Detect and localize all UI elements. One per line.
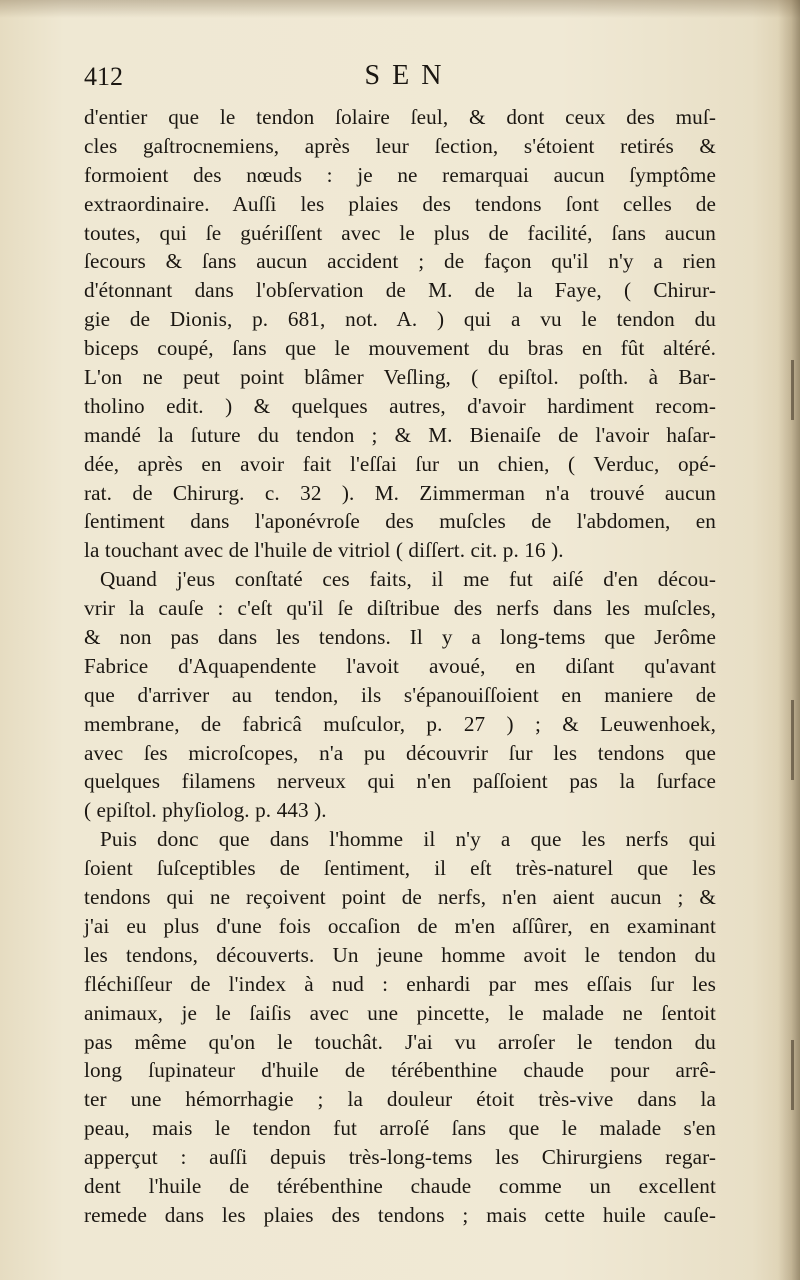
text-line: toutes, qui ſe guériſſent avec le plus de facilité, ſans aucun [84,220,716,245]
text-line: & non pas dans les tendons. Il y a long-tems que Jerôme [84,625,716,650]
text-line: ter une hémorrhagie ; la douleur étoit très-vive dans la [84,1087,716,1112]
text-line: d'entier que le tendon ſolaire ſeul, & dont ceux des muſ- [84,105,716,129]
page-top-shadow [0,0,800,18]
page-gutter-shadow [778,0,800,1280]
page-header [84,62,724,98]
text-line: formoient des nœuds : je ne remarquai aucun ſymptôme [84,162,716,187]
text-line: dée, après en avoir fait l'eſſai ſur un chien, ( Verduc, opé- [84,451,716,476]
text-line: Quand j'eus conſtaté ces faits, il me fut aiſé d'en décou- [100,567,716,592]
running-head: SEN [364,60,454,91]
text-line: vrir la cauſe : c'eſt qu'il ſe diſtribue des nerfs dans les muſcles, [84,596,716,621]
text-line: rat. de Chirurg. c. 32 ). M. Zimmerman n'a trouvé aucun [84,480,716,505]
text-line: peau, mais le tendon fut arroſé ſans que le malade s'en [84,1116,716,1141]
text-line: tendons qui ne reçoivent point de nerfs, n'en aient aucun ; & [84,885,716,910]
text-line: d'étonnant dans l'obſervation de M. de la Faye, ( Chirur- [84,278,716,303]
text-line: pas même qu'on le touchât. J'ai vu arroſer le tendon du [84,1029,716,1054]
text-line: les tendons, découverts. Un jeune homme avoit le tendon du [84,942,716,967]
text-line: avec ſes microſcopes, n'a pu découvrir ſur les tendons que [84,740,716,765]
text-line: mandé la ſuture du tendon ; & M. Bienaiſe de l'avoir haſar- [84,422,716,447]
text-line: extraordinaire. Auſſi les plaies des tendons ſont celles de [84,191,716,216]
text-line: j'ai eu plus d'une fois occaſion de m'en aſſûrer, en examinant [84,913,716,938]
text-line: dent l'huile de térébenthine chaude comme un excellent [84,1173,716,1198]
text-line: que d'arriver au tendon, ils s'épanouiſſoient en maniere de [84,682,716,707]
text-line: ſentiment dans l'aponévroſe des muſcles de l'abdomen, en [84,509,716,534]
body-text [84,103,716,1230]
text-line: la touchant avec de l'huile de vitriol ( diſſert. cit. p. 16 ). [84,538,564,563]
margin-mark [791,700,794,780]
text-line: L'on ne peut point blâmer Veſling, ( epiſtol. poſth. à Bar- [84,365,716,390]
text-line: fléchiſſeur de l'index à nud : enhardi par mes eſſais ſur les [84,971,716,996]
text-line: tholino edit. ) & quelques autres, d'avoir hardiment recom- [84,393,716,418]
margin-mark [791,360,794,420]
text-line: animaux, je le ſaiſis avec une pincette, le malade ne ſentoit [84,1000,716,1025]
text-line: biceps coupé, ſans que le mouvement du bras en fût altéré. [84,336,716,361]
text-line: apperçut : auſſi depuis très-long-tems les Chirurgiens regar- [84,1145,716,1170]
text-line: cles gaſtrocnemiens, après leur ſection, s'étoient retirés & [84,133,716,158]
text-line: long ſupinateur d'huile de térébenthine chaude pour arrê- [84,1058,716,1083]
text-line: remede dans les plaies des tendons ; mais cette huile cauſe- [84,1202,716,1227]
text-line: quelques filamens nerveux qui n'en paſſoient pas la ſurface [84,769,716,794]
text-line: membrane, de fabricâ muſculor, p. 27 ) ; & Leuwenhoek, [84,711,716,736]
text-line: Fabrice d'Aquapendente l'avoit avoué, en diſant qu'avant [84,653,716,678]
text-line: ſoient ſuſceptibles de ſentiment, il eſt très-naturel que les [84,856,716,881]
margin-mark [791,1040,794,1110]
text-line: Puis donc que dans l'homme il n'y a que les nerfs qui [100,827,716,852]
page-number: 412 [84,62,123,91]
text-line: ( epiſtol. phyſiolog. p. 443 ). [84,798,327,823]
text-line: ſecours & ſans aucun accident ; de façon qu'il n'y a rien [84,249,716,274]
text-line: gie de Dionis, p. 681, not. A. ) qui a vu le tendon du [84,307,716,332]
